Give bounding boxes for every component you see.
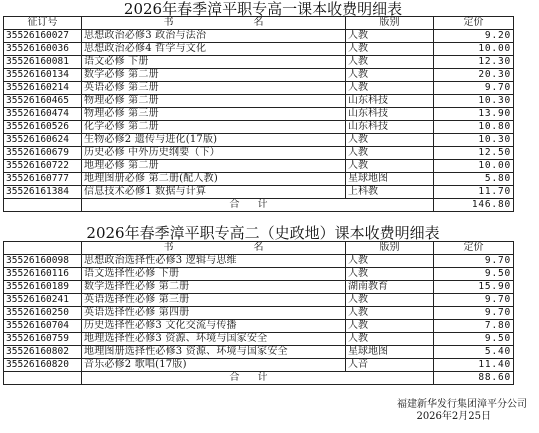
- footer-date: 2026年2月25日: [416, 411, 491, 422]
- row-code: 35526160465: [4, 95, 82, 108]
- row-code: 35526160704: [4, 320, 82, 333]
- row-book-name: 地理图册选择性必修3 资源、环境与国家安全: [82, 346, 346, 359]
- row-code: 35526161384: [4, 186, 82, 199]
- row-code: 35526160820: [4, 359, 82, 372]
- row-code: 35526160036: [4, 43, 82, 56]
- row-publisher: 人教: [346, 147, 434, 160]
- table-row: [4, 82, 514, 95]
- row-code: 35526160214: [4, 82, 82, 95]
- row-price: 9.50: [434, 268, 514, 281]
- row-publisher: 人教: [346, 56, 434, 69]
- row-price: 11.70: [434, 186, 514, 199]
- row-book-name: 思想政治必修3 政治与法治: [82, 30, 346, 43]
- total-row: [4, 199, 514, 212]
- row-publisher: 人教: [346, 333, 434, 346]
- row-publisher: 星球地图: [346, 346, 434, 359]
- total-label: 合计: [82, 372, 434, 385]
- table-row: [4, 359, 514, 372]
- table-row: [4, 121, 514, 134]
- row-publisher: 人教: [346, 320, 434, 333]
- row-price: 9.20: [434, 30, 514, 43]
- row-publisher: 人教: [346, 82, 434, 95]
- row-publisher: 山东科技: [346, 95, 434, 108]
- row-book-name: 音乐必修2 歌唱(17版): [82, 359, 346, 372]
- table-row: [4, 281, 514, 294]
- row-price: 15.90: [434, 281, 514, 294]
- table-row: [4, 320, 514, 333]
- row-book-name: 数学必修 第二册: [82, 69, 346, 82]
- table1-body: [4, 17, 514, 212]
- row-publisher: 上科教: [346, 186, 434, 199]
- row-book-name: 思想政治选择性必修3 逻辑与思维: [82, 255, 346, 268]
- row-book-name: 物理必修 第三册: [82, 108, 346, 121]
- table-row: [4, 56, 514, 69]
- table-row: [4, 173, 514, 186]
- row-code: 35526160722: [4, 160, 82, 173]
- row-price: 10.00: [434, 43, 514, 56]
- table-row: [4, 30, 514, 43]
- total-empty-cell: [4, 199, 82, 212]
- row-price: 5.40: [434, 346, 514, 359]
- row-publisher: 人教: [346, 268, 434, 281]
- row-publisher: 星球地图: [346, 173, 434, 186]
- table-row: [4, 255, 514, 268]
- table-row: [4, 333, 514, 346]
- table-row: [4, 108, 514, 121]
- row-price: 9.70: [434, 255, 514, 268]
- row-price: 9.70: [434, 82, 514, 95]
- row-publisher: 人教: [346, 255, 434, 268]
- row-publisher: 山东科技: [346, 121, 434, 134]
- row-price: 12.30: [434, 56, 514, 69]
- header-name: [82, 242, 346, 255]
- table-row: [4, 134, 514, 147]
- row-book-name: 语文选择性必修 下册: [82, 268, 346, 281]
- row-code: 35526160241: [4, 294, 82, 307]
- table2-body: [4, 242, 514, 385]
- row-book-name: 生物必修2 遗传与进化(17版): [82, 134, 346, 147]
- header-row: [4, 17, 514, 30]
- header-name-right: 名: [253, 17, 264, 28]
- row-book-name: 信息技术必修1 数据与计算: [82, 186, 346, 199]
- row-code: 35526160624: [4, 134, 82, 147]
- row-price: 12.50: [434, 147, 514, 160]
- header-price: 定价: [434, 242, 514, 255]
- total-amount: 88.60: [434, 372, 514, 385]
- table-row: [4, 160, 514, 173]
- header-publisher: 版别: [346, 17, 434, 30]
- total-label: 合计: [82, 199, 434, 212]
- row-publisher: 人教: [346, 294, 434, 307]
- table-row: [4, 294, 514, 307]
- header-name-left: 书: [163, 242, 174, 253]
- row-publisher: 人教: [346, 30, 434, 43]
- table-row: [4, 95, 514, 108]
- row-publisher: 人教: [346, 307, 434, 320]
- table-row: [4, 268, 514, 281]
- row-code: 35526160134: [4, 69, 82, 82]
- table-row: [4, 186, 514, 199]
- row-code: 35526160116: [4, 268, 82, 281]
- header-code: 征订号: [4, 17, 82, 30]
- row-book-name: 英语选择性必修 第三册: [82, 294, 346, 307]
- row-book-name: 英语必修 第三册: [82, 82, 346, 95]
- row-price: 20.30: [434, 69, 514, 82]
- row-code: 35526160474: [4, 108, 82, 121]
- row-price: 10.80: [434, 121, 514, 134]
- row-price: 9.70: [434, 294, 514, 307]
- row-price: 5.80: [434, 173, 514, 186]
- row-book-name: 历史必修 中外历史纲要（下）: [82, 147, 346, 160]
- row-price: 13.90: [434, 108, 514, 121]
- row-code: 35526160250: [4, 307, 82, 320]
- row-price: 10.30: [434, 95, 514, 108]
- row-code: 35526160189: [4, 281, 82, 294]
- footer-company: 福建新华发行集团漳平分公司: [397, 399, 527, 410]
- table-row: [4, 307, 514, 320]
- row-price: 10.00: [434, 160, 514, 173]
- row-publisher: 人教: [346, 69, 434, 82]
- table-row: [4, 43, 514, 56]
- row-publisher: 人教: [346, 160, 434, 173]
- table1-fee-table: [3, 16, 514, 212]
- header-code: [4, 242, 82, 255]
- row-publisher: 山东科技: [346, 108, 434, 121]
- row-code: 35526160526: [4, 121, 82, 134]
- row-book-name: 地理必修 第二册: [82, 160, 346, 173]
- row-code: 35526160679: [4, 147, 82, 160]
- row-code: 35526160759: [4, 333, 82, 346]
- row-publisher: 人教: [346, 43, 434, 56]
- table2-title: 2026年春季漳平职专高二（史政地）课本收费明细表: [86, 224, 440, 242]
- row-book-name: 英语选择性必修 第四册: [82, 307, 346, 320]
- row-code: 35526160081: [4, 56, 82, 69]
- table2-fee-table: [3, 241, 514, 385]
- table-row: [4, 69, 514, 82]
- row-book-name: 历史选择性必修3 文化交流与传播: [82, 320, 346, 333]
- header-name-left: 书: [163, 17, 174, 28]
- row-price: 9.50: [434, 333, 514, 346]
- row-price: 9.70: [434, 307, 514, 320]
- row-price: 11.40: [434, 359, 514, 372]
- row-book-name: 语文必修 下册: [82, 56, 346, 69]
- total-amount: 146.80: [434, 199, 514, 212]
- row-book-name: 思想政治必修4 哲学与文化: [82, 43, 346, 56]
- total-empty-cell: [4, 372, 82, 385]
- row-price: 7.80: [434, 320, 514, 333]
- row-publisher: 湖南教育: [346, 281, 434, 294]
- row-book-name: 地理选择性必修3 资源、环境与国家安全: [82, 333, 346, 346]
- row-code: 35526160802: [4, 346, 82, 359]
- row-code: 35526160777: [4, 173, 82, 186]
- header-name: [82, 17, 346, 30]
- table-row: [4, 147, 514, 160]
- table-row: [4, 346, 514, 359]
- table1-title: 2026年春季漳平职专高一课本收费明细表: [123, 0, 403, 18]
- row-publisher: 人音: [346, 359, 434, 372]
- row-code: 35526160027: [4, 30, 82, 43]
- row-price: 10.30: [434, 134, 514, 147]
- row-book-name: 地理图册必修 第二册(配人教): [82, 173, 346, 186]
- row-code: 35526160098: [4, 255, 82, 268]
- header-price: 定价: [434, 17, 514, 30]
- header-name-right: 名: [253, 242, 264, 253]
- total-row: [4, 372, 514, 385]
- row-book-name: 化学必修 第二册: [82, 121, 346, 134]
- header-row: [4, 242, 514, 255]
- header-publisher: 版别: [346, 242, 434, 255]
- row-publisher: 人教: [346, 134, 434, 147]
- row-book-name: 数学选择性必修 第二册: [82, 281, 346, 294]
- row-book-name: 物理必修 第二册: [82, 95, 346, 108]
